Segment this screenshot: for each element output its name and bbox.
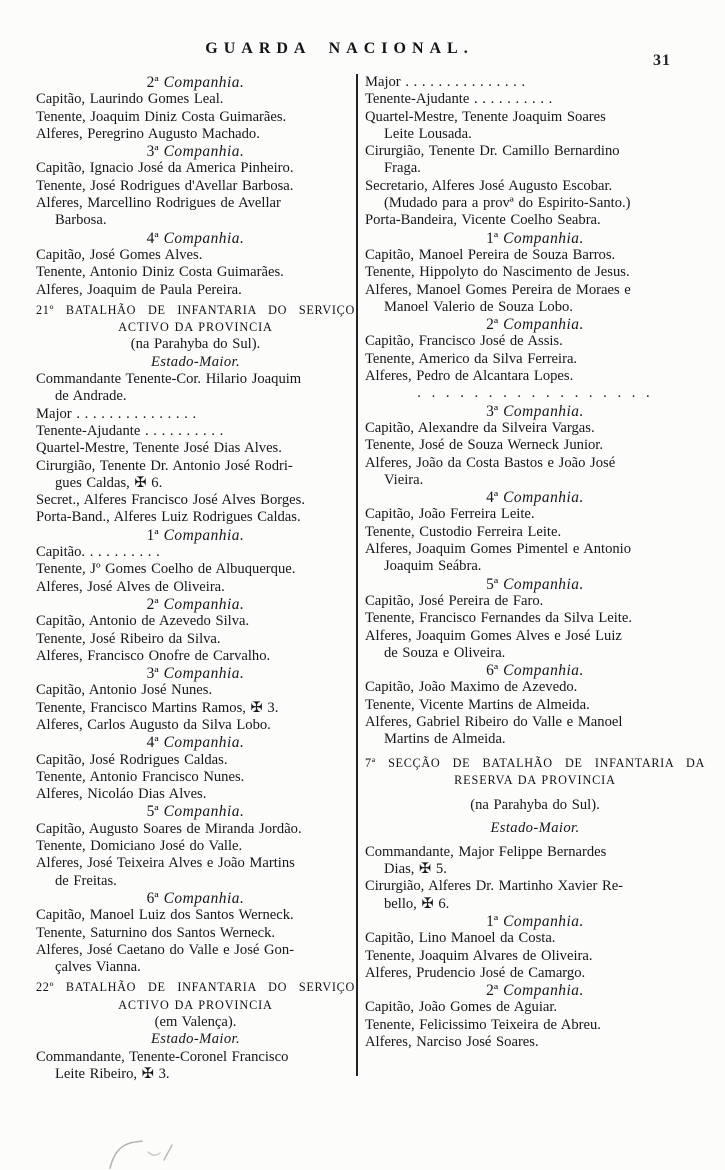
battalion-heading-line2: ACTIVO DA PROVINCIA xyxy=(118,997,273,1012)
roster-line: Capitão. . . . . . . . . . xyxy=(36,544,160,561)
roster-line: Commandante Tenente-Cor. Hilario Joaquim xyxy=(36,371,302,388)
company-number: 2ª xyxy=(146,595,159,613)
roster-line: Tenente, Francisco Martins Ramos, ✠ 3. xyxy=(36,699,279,716)
roster-line: Capitão, José Gomes Alves. xyxy=(36,246,203,263)
company-word: Companhia. xyxy=(503,575,584,593)
company-heading xyxy=(36,734,355,751)
roster-line-continuation: Vieira. xyxy=(384,471,424,488)
roster-line-continuation: de Freitas. xyxy=(55,872,117,889)
company-number: 6ª xyxy=(146,889,159,907)
roster-line: Capitão, Ignacio José da America Pinheiro. xyxy=(36,160,294,177)
roster-line: Cirurgião, Alferes Dr. Martinho Xavier Re- xyxy=(365,878,624,895)
roster-line-continuation: Joaquim Seábra. xyxy=(384,558,482,575)
page-number: 31 xyxy=(653,52,671,69)
right-column xyxy=(358,74,705,1051)
company-heading xyxy=(365,403,705,420)
company-heading xyxy=(36,596,355,613)
company-number: 5ª xyxy=(146,803,159,821)
company-heading xyxy=(365,489,705,506)
company-number: 6ª xyxy=(486,662,499,680)
company-number: 1ª xyxy=(486,229,499,247)
battalion-heading: 7ª SECÇÃO DE BATALHÃO DE INFANTARIA DA xyxy=(365,755,705,770)
roster-line: Alferes, Joaquim Gomes Pimentel e Antonio xyxy=(365,541,632,558)
roster-line: Capitão, Laurindo Gomes Leal. xyxy=(36,91,224,108)
company-number: 2ª xyxy=(486,316,499,334)
roster-line-continuation: de Souza e Oliveira. xyxy=(384,644,506,661)
roster-line: Porta-Band., Alferes Luiz Rodrigues Caldas. xyxy=(36,509,301,526)
company-number: 4ª xyxy=(146,734,159,752)
company-number: 3ª xyxy=(146,665,159,683)
roster-line: Capitão, Francisco José de Assis. xyxy=(365,333,563,350)
company-heading xyxy=(36,890,355,907)
location-line: (na Parahyba do Sul). xyxy=(130,336,261,353)
company-heading xyxy=(365,230,705,247)
company-number: 4ª xyxy=(486,489,499,507)
roster-line: Commandante, Major Felippe Bernardes xyxy=(365,843,607,860)
company-heading xyxy=(36,665,355,682)
company-heading xyxy=(36,527,355,544)
roster-line: Tenente, Jº Gomes Coelho de Albuquerque. xyxy=(36,561,296,578)
company-word: Companhia. xyxy=(163,803,245,821)
battalion-heading: 22º BATALHÃO DE INFANTARIA DO SERVIÇO xyxy=(36,980,355,995)
roster-line-continuation: de Andrade. xyxy=(55,388,127,405)
company-word: Companhia. xyxy=(163,734,245,752)
roster-line: Tenente, Custodio Ferreira Leite. xyxy=(365,523,562,540)
company-heading xyxy=(365,576,705,593)
roster-line: Capitão, Augusto Soares de Miranda Jordão. xyxy=(36,820,302,837)
dotted-separator: . . . . . . . . . . . . . . . . . xyxy=(417,385,653,402)
page-title: GUARDA NACIONAL. xyxy=(205,40,474,57)
company-heading xyxy=(36,230,355,247)
company-number: 5ª xyxy=(486,575,499,593)
roster-line-continuation: Martins de Almeida. xyxy=(384,731,506,748)
battalion-heading-line2: ACTIVO DA PROVINCIA xyxy=(118,320,273,335)
company-number: 4ª xyxy=(146,229,159,247)
roster-line: Tenente, Vicente Martins de Almeida. xyxy=(365,696,590,713)
roster-line: Alferes, Francisco Onofre de Carvalho. xyxy=(36,647,271,664)
roster-line: Tenente-Ajudante . . . . . . . . . . xyxy=(365,91,553,108)
roster-line: Alferes, José Alves de Oliveira. xyxy=(36,578,225,595)
roster-line: Cirurgião, Tenente Dr. Camillo Bernardino xyxy=(365,143,620,160)
company-word: Companhia. xyxy=(163,595,245,613)
company-heading xyxy=(36,143,355,160)
company-word: Companhia. xyxy=(503,402,584,420)
company-number: 3ª xyxy=(146,143,159,161)
roster-line: Tenente-Ajudante . . . . . . . . . . xyxy=(36,422,224,439)
company-heading xyxy=(365,316,705,333)
roster-line: Alferes, Joaquim de Paula Pereira. xyxy=(36,281,242,298)
roster-line: Tenente, Americo da Silva Ferreira. xyxy=(365,350,578,367)
roster-line: Tenente, Antonio Francisco Nunes. xyxy=(36,768,245,785)
roster-line: Tenente, Hippolyto do Nascimento de Jesus. xyxy=(365,264,630,281)
roster-line: Alferes, Gabriel Ribeiro do Valle e Manoel xyxy=(365,713,623,730)
roster-line: Tenente, Joaquim Diniz Costa Guimarães. xyxy=(36,108,287,125)
roster-line: Commandante, Tenente-Coronel Francisco xyxy=(36,1048,289,1065)
roster-line-continuation: Barbosa. xyxy=(55,212,107,229)
roster-line: Tenente, Antonio Diniz Costa Guimarães. xyxy=(36,264,284,281)
roster-line-continuation: Fraga. xyxy=(384,160,421,177)
company-number: 2ª xyxy=(486,982,499,1000)
page-header xyxy=(38,40,701,68)
roster-line: Tenente, Domiciano José do Valle. xyxy=(36,838,243,855)
company-heading xyxy=(365,982,705,999)
roster-line: Tenente, Saturnino dos Santos Werneck. xyxy=(36,924,276,941)
location-line: (na Parahyba do Sul). xyxy=(470,797,600,814)
roster-line: Major . . . . . . . . . . . . . . . xyxy=(36,405,197,422)
roster-line: Capitão, Alexandre da Silveira Vargas. xyxy=(365,419,595,436)
company-word: Companhia. xyxy=(503,982,584,1000)
roster-line-continuation: çalves Vianna. xyxy=(55,959,141,976)
roster-line-continuation: Leite Ribeiro, ✠ 3. xyxy=(55,1065,170,1082)
company-number: 3ª xyxy=(486,402,499,420)
company-word: Companhia. xyxy=(503,489,584,507)
estado-maior-heading: Estado-Maior. xyxy=(150,1031,241,1048)
roster-line: Alferes, Nicoláo Dias Alves. xyxy=(36,786,207,803)
two-column-layout xyxy=(36,74,705,1083)
roster-line: Alferes, José Caetano do Valle e José Gon- xyxy=(36,941,295,958)
roster-line: Porta-Bandeira, Vicente Coelho Seabra. xyxy=(365,212,601,229)
roster-line-continuation: Manoel Valerio de Souza Lobo. xyxy=(384,298,573,315)
roster-line-continuation: gues Caldas, ✠ 6. xyxy=(55,474,163,491)
roster-line: Alferes, Marcellino Rodrigues de Avellar xyxy=(36,195,281,212)
roster-line: Alferes, Prudencio José de Camargo. xyxy=(365,964,586,981)
company-word: Companhia. xyxy=(163,665,245,683)
estado-maior-heading: Estado-Maior. xyxy=(490,820,580,837)
roster-line: Alferes, Pedro de Alcantara Lopes. xyxy=(365,368,574,385)
roster-line-continuation: bello, ✠ 6. xyxy=(384,895,450,912)
roster-line: Alferes, Manoel Gomes Pereira de Moraes e xyxy=(365,281,631,298)
company-heading xyxy=(365,662,705,679)
roster-line: Secretario, Alferes José Augusto Escobar. xyxy=(365,177,613,194)
roster-line: Capitão, Antonio de Azevedo Silva. xyxy=(36,613,250,630)
roster-line: Capitão, Manoel Pereira de Souza Barros. xyxy=(365,246,616,263)
roster-line: Alferes, Peregrino Augusto Machado. xyxy=(36,125,260,142)
roster-line: Tenente, José Ribeiro da Silva. xyxy=(36,630,221,647)
roster-line: Tenente, Francisco Fernandes da Silva Leite. xyxy=(365,610,632,627)
roster-line: Alferes, José Teixeira Alves e João Martins xyxy=(36,855,295,872)
roster-line: Tenente, Felicissimo Teixeira de Abreu. xyxy=(365,1016,601,1033)
roster-line: Capitão, Antonio José Nunes. xyxy=(36,682,213,699)
pencil-mark xyxy=(102,1130,188,1170)
roster-line: Quartel-Mestre, Tenente José Dias Alves. xyxy=(36,440,282,457)
company-number: 1ª xyxy=(146,526,159,544)
company-word: Companhia. xyxy=(163,74,245,91)
company-word: Companhia. xyxy=(503,316,584,334)
roster-line: Capitão, José Rodrigues Caldas. xyxy=(36,751,228,768)
roster-line: Secret., Alferes Francisco José Alves Borges. xyxy=(36,492,305,509)
company-word: Companhia. xyxy=(163,526,245,544)
roster-line: Capitão, Manoel Luiz dos Santos Werneck. xyxy=(36,907,294,924)
roster-line: Capitão, Lino Manoel da Costa. xyxy=(365,930,556,947)
company-heading xyxy=(365,913,705,930)
roster-line: Major . . . . . . . . . . . . . . . xyxy=(365,74,526,90)
roster-line: Tenente, Joaquim Alvares de Oliveira. xyxy=(365,947,593,964)
roster-line: Capitão, José Pereira de Faro. xyxy=(365,592,544,609)
company-heading xyxy=(36,803,355,820)
roster-line: Capitão, João Maximo de Azevedo. xyxy=(365,679,578,696)
roster-line-continuation: (Mudado para a provª do Espirito-Santo.) xyxy=(384,195,631,212)
company-word: Companhia. xyxy=(503,662,584,680)
estado-maior-heading: Estado-Maior. xyxy=(150,353,241,370)
roster-line: Tenente, José Rodrigues d'Avellar Barbosa. xyxy=(36,177,294,194)
roster-line: Alferes, Carlos Augusto da Silva Lobo. xyxy=(36,716,271,733)
left-column xyxy=(36,74,355,1083)
roster-line: Cirurgião, Tenente Dr. Antonio José Rodri- xyxy=(36,457,293,474)
company-word: Companhia. xyxy=(163,229,245,247)
company-word: Companhia. xyxy=(163,143,245,161)
company-word: Companhia. xyxy=(503,912,584,930)
roster-line: Tenente, José de Souza Werneck Junior. xyxy=(365,437,603,454)
company-heading xyxy=(36,74,355,91)
battalion-heading: 21º BATALHÃO DE INFANTARIA DO SERVIÇO xyxy=(36,302,355,317)
company-number: 1ª xyxy=(486,912,499,930)
location-line: (em Valença). xyxy=(154,1014,237,1031)
roster-line: Alferes, Joaquim Gomes Alves e José Luiz xyxy=(365,627,622,644)
roster-line: Alferes, João da Costa Bastos e João José xyxy=(365,454,616,471)
battalion-heading-line2: RESERVA DA PROVINCIA xyxy=(454,772,616,787)
roster-line-continuation: Leite Lousada. xyxy=(384,125,472,142)
company-number: 2ª xyxy=(146,74,159,91)
roster-line-continuation: Dias, ✠ 5. xyxy=(384,861,447,878)
roster-line: Capitão, João Gomes de Aguiar. xyxy=(365,999,558,1016)
roster-line: Capitão, João Ferreira Leite. xyxy=(365,506,535,523)
company-word: Companhia. xyxy=(503,229,584,247)
company-word: Companhia. xyxy=(163,889,245,907)
roster-line: Quartel-Mestre, Tenente Joaquim Soares xyxy=(365,108,606,125)
roster-line: Alferes, Narciso José Soares. xyxy=(365,1034,539,1051)
